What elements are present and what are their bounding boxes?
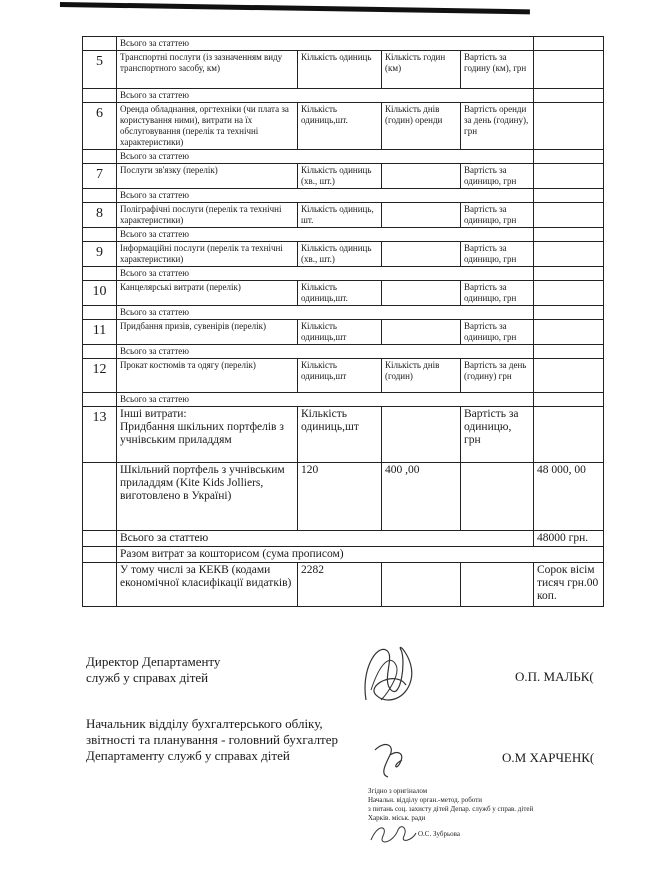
item-quantity: 120 [298, 463, 382, 531]
item-name: Інформаційні послуги (перелік та технічні характеристики) [117, 242, 298, 267]
kekv-label: У тому числі за КЕКВ (кодами економічної класифікації видатків) [117, 563, 298, 607]
subtotal-row [83, 531, 604, 547]
kekv-row [83, 563, 604, 607]
table-row [83, 242, 604, 267]
item-time-unit [382, 281, 461, 306]
row-number-cell [83, 267, 117, 281]
subtotal-amount [534, 306, 604, 320]
kekv-empty [461, 563, 534, 607]
item-name: Прокат костюмів та одягу (перелік) [117, 359, 298, 393]
row-number-cell [83, 306, 117, 320]
item-time-unit: Кількість днів (годин) [382, 359, 461, 393]
row-number: 7 [83, 164, 117, 189]
table-row [83, 51, 604, 89]
subtotal-label: Всього за статтею [117, 345, 534, 359]
row-number-cell [83, 228, 117, 242]
subtotal-amount [534, 345, 604, 359]
director-name: О.П. МАЛЬК( [515, 669, 594, 684]
subtotal-row [83, 228, 604, 242]
row-number-cell [83, 463, 117, 531]
row-number: 12 [83, 359, 117, 393]
row-number-cell [83, 547, 117, 563]
item-time-unit [382, 407, 461, 463]
row-number-cell [83, 393, 117, 407]
subtotal-label: Всього за статтею [117, 531, 534, 547]
row-number-cell [83, 37, 117, 51]
subtotal-label: Всього за статтею [117, 189, 534, 203]
copy-stamp-name: О.С. Зубрьова [418, 830, 460, 838]
table-row [83, 407, 604, 463]
item-price-unit: Вартість за одиницю, грн [461, 164, 534, 189]
row-number-cell [83, 89, 117, 103]
item-time-unit [382, 164, 461, 189]
subtotal-row [83, 37, 604, 51]
subtotal-label: Всього за статтею [117, 228, 534, 242]
item-time-unit: Кількість днів (годин) оренди [382, 103, 461, 150]
subtotal-label: Всього за статтею [117, 306, 534, 320]
item-quantity-unit: Кількість одиниць,шт [298, 320, 382, 345]
accountant-title: Начальник відділу бухгалтерського обліку, звітності та планування - головний бухгалтер Департаменту служб у справах дітей [86, 716, 339, 763]
table-row [83, 203, 604, 228]
subtotal-row [83, 189, 604, 203]
row-number: 10 [83, 281, 117, 306]
item-amount [534, 359, 604, 393]
row-number-cell [83, 189, 117, 203]
director-title: Директор Департаменту служб у справах дітей [86, 654, 221, 685]
item-price-unit: Вартість за день (годину) грн [461, 359, 534, 393]
accountant-signature [370, 735, 410, 780]
item-time-unit: Кількість годин (км) [382, 51, 461, 89]
subtotal-amount [534, 228, 604, 242]
table-row [83, 281, 604, 306]
item-price-unit: Вартість за одиницю, грн [461, 407, 534, 463]
item-amount: 48 000, 00 [534, 463, 604, 531]
item-name: Канцелярські витрати (перелік) [117, 281, 298, 306]
item-quantity-unit: Кількість одиниць (хв., шт.) [298, 164, 382, 189]
kekv-empty [382, 563, 461, 607]
item-quantity-unit: Кількість одиниць [298, 51, 382, 89]
item-price-unit: Вартість за одиницю, грн [461, 242, 534, 267]
subtotal-amount [534, 150, 604, 164]
accountant-name: О.М ХАРЧЕНК( [502, 750, 595, 765]
item-amount [534, 242, 604, 267]
subtotal-label: Всього за статтею [117, 267, 534, 281]
item-empty [461, 463, 534, 531]
item-name: Придбання призів, сувенірів (перелік) [117, 320, 298, 345]
item-quantity-unit: Кількість одиниць (хв., шт.) [298, 242, 382, 267]
item-amount [534, 407, 604, 463]
item-amount [534, 164, 604, 189]
subtotal-row [83, 89, 604, 103]
subtotal-amount [534, 37, 604, 51]
item-amount [534, 203, 604, 228]
subtotal-amount [534, 393, 604, 407]
row-number: 13 [83, 407, 117, 463]
subtotal-row [83, 393, 604, 407]
table-row [83, 164, 604, 189]
subtotal-amount [534, 89, 604, 103]
kekv-amount-words: Сорок вісім тисяч грн.00 коп. [534, 563, 604, 607]
item-time-unit [382, 320, 461, 345]
subtotal-row [83, 345, 604, 359]
kekv-code: 2282 [298, 563, 382, 607]
item-time-unit [382, 203, 461, 228]
subtotal-amount [534, 189, 604, 203]
subtotal-label: Всього за статтею [117, 89, 534, 103]
item-quantity-unit: Кількість одиниць,шт [298, 359, 382, 393]
director-signature [356, 640, 426, 710]
item-price-unit: Вартість за одиницю, грн [461, 203, 534, 228]
item-time-unit [382, 242, 461, 267]
item-price-unit: Вартість оренди за день (годину), грн [461, 103, 534, 150]
row-number: 9 [83, 242, 117, 267]
item-name: Поліграфічні послуги (перелік та технічні характеристики) [117, 203, 298, 228]
item-name: Оренда обладнання, оргтехніки (чи плата за користування ними), витрати на їх обслуговування (перелік та технічні характеристики) [117, 103, 298, 150]
item-quantity-unit: Кількість одиниць, шт. [298, 203, 382, 228]
item-price-unit: Вартість за одиницю, грн [461, 320, 534, 345]
item-name: Шкільний портфель з учнівським приладдям (Kite Kids Jolliers, виготовлено в Україні) [117, 463, 298, 531]
item-quantity-unit: Кількість одиниць,шт. [298, 281, 382, 306]
item-name: Послуги зв'язку (перелік) [117, 164, 298, 189]
subtotal-label: Всього за статтею [117, 393, 534, 407]
table-row [83, 463, 604, 531]
item-quantity-unit: Кількість одиниць,шт. [298, 103, 382, 150]
subtotal-row [83, 306, 604, 320]
item-amount [534, 51, 604, 89]
budget-table [82, 36, 604, 607]
stamp-signature [368, 818, 418, 848]
item-price-unit: Вартість за годину (км), грн [461, 51, 534, 89]
item-price-unit: Вартість за одиницю, грн [461, 281, 534, 306]
row-number: 5 [83, 51, 117, 89]
subtotal-row [83, 150, 604, 164]
item-amount [534, 281, 604, 306]
grand-total-row [83, 547, 604, 563]
table-row [83, 103, 604, 150]
item-name: Інші витрати: Придбання шкільних портфелів з учнівським приладдям [117, 407, 298, 463]
subtotal-label: Всього за статтею [117, 37, 534, 51]
item-amount [534, 320, 604, 345]
scan-edge-line [60, 2, 530, 14]
item-quantity-unit: Кількість одиниць,шт [298, 407, 382, 463]
item-price: 400 ,00 [382, 463, 461, 531]
table-row [83, 359, 604, 393]
item-name: Транспортні послуги (із зазначенням виду транспортного засобу, км) [117, 51, 298, 89]
row-number-cell [83, 563, 117, 607]
subtotal-row [83, 267, 604, 281]
grand-total-label: Разом витрат за кошторисом (сума прописом) [117, 547, 604, 563]
copy-stamp-text: Згідно з оригіналом Начальн. відділу орган.-метод. роботи з питань соц. захисту дітей Депар. служб у справ. дітей Харків. міськ. ради [368, 787, 534, 822]
row-number: 11 [83, 320, 117, 345]
row-number-cell [83, 345, 117, 359]
row-number-cell [83, 150, 117, 164]
table-row [83, 320, 604, 345]
row-number-cell [83, 531, 117, 547]
subtotal-label: Всього за статтею [117, 150, 534, 164]
row-number: 8 [83, 203, 117, 228]
item-amount [534, 103, 604, 150]
subtotal-amount [534, 267, 604, 281]
subtotal-amount: 48000 грн. [534, 531, 604, 547]
row-number: 6 [83, 103, 117, 150]
